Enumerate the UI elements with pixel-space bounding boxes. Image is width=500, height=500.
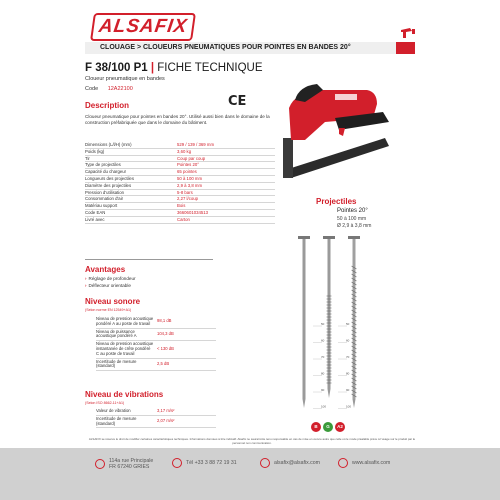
badge: G [323,422,333,432]
projectile-diameter: Ø 2,9 à 3,8 mm [337,223,372,229]
noise-label: Niveau de pression acoustique instantanée de crête pondéré C au poste de travail [96,341,154,356]
spec-label: Code EAN [85,209,106,215]
nails-illustration [286,236,376,416]
spec-row [85,169,275,176]
scale-label: 60 [346,338,350,343]
noise-row [96,359,216,372]
vibration-row [96,416,216,429]
header-accent [396,42,415,54]
spec-value: 2,9 à 3,8 mm [177,182,203,188]
noise-label: Incertitude de mesure (standard) [96,358,137,369]
spec-value: 5-8 bars [177,189,193,195]
scale-label: 90 [321,388,325,392]
logo-text: ALSAFIX [90,13,196,41]
spec-row [85,149,275,156]
scale-label: 100 [321,404,327,409]
footer-address [95,458,153,470]
smooth-nail [298,236,310,408]
advantage-item: › Réglage de profondeur [85,276,136,281]
spec-label: Capacité du chargeur [85,169,127,175]
website-link[interactable]: www.alsafix.com [352,460,391,466]
scale-label: 70 [346,355,350,359]
home-icon [95,459,105,469]
ringed-nail [323,236,335,398]
badge: B [311,422,321,432]
spec-row [85,203,275,210]
projectiles-title: Projectiles [316,197,357,206]
scale-label: 80 [321,371,325,376]
noise-value: 104,3 dB [157,330,174,336]
scale-label: 60 [321,338,325,343]
scale-label: 70 [321,355,325,359]
spec-row [85,196,275,203]
code-label: Code [85,86,99,92]
code-value: 12A22100 [107,86,133,92]
badge: A2 [335,422,345,432]
vibration-table [96,408,216,428]
noise-label: Niveau de puissance acoustique pondéré A [96,328,137,339]
vibration-title: Niveau de vibrations [85,390,164,399]
projectile-name: Pointes 20° [337,208,368,214]
spec-value: Carton [177,216,190,222]
spec-value: Coup par coup [177,155,206,161]
scale-label: 50 [346,322,350,326]
nailer-icon [400,26,416,40]
spec-label: Consommation d'air [85,196,124,202]
spec-label: Longueurs des projectiles [85,175,134,181]
page-title [85,62,263,74]
disclaimer: ALSAFIX se réserve le droit de modifier certaines caractéristiques techniques. Informations données à titre indicatif. Alsafix ne saurait être tenu responsable en cas de mise en œuvre autre que celle où le mode préalable prévu à l'usage sur le produit par le personnel non communication. [88,437,416,445]
spec-row [85,190,275,197]
noise-title: Niveau sonore [85,297,141,306]
spec-value: 2,27 l/coup [177,196,199,202]
advantage-item: › Déflecteur orientable [85,283,131,288]
ce-mark: CE [228,94,247,109]
globe-icon [338,458,348,468]
spec-label: Poids (kg) [85,148,105,154]
spec-row [85,217,275,224]
noise-row [96,341,216,358]
footer [0,448,500,500]
email-link[interactable]: alsafix@alsafix.com [274,460,320,466]
spec-value: Pointes 20° [177,162,200,168]
projectile-length: 50 à 100 mm [337,216,367,222]
spec-row [85,156,275,163]
description-title: Description [85,101,130,110]
spec-row [85,210,275,217]
spec-value: 65 pointes [177,169,197,175]
footer-phone [172,458,237,468]
mail-icon [260,458,270,468]
specs-table [85,142,275,224]
vibration-label: Incertitude de mesure (standard) [96,415,137,426]
noise-value: < 130 dB [157,345,174,351]
badges [311,422,345,432]
vibration-norm: (Selon ISO 8662-11+A1) [85,401,125,405]
footer-website[interactable] [338,458,390,468]
noise-row [96,316,216,329]
alsafix-logo [92,13,188,37]
noise-value: 98,1 dB [157,318,172,324]
spec-label: Tir [85,155,90,161]
spec-label: Livré avec [85,216,105,222]
spec-row [85,162,275,169]
spec-value: 50 à 100 mm [177,175,203,181]
noise-value: 2,5 dB [157,360,170,366]
model-name: F 38/100 P1 [85,62,148,74]
noise-row [96,329,216,342]
scale-label: 100 [346,404,352,409]
address-line1: 114a rue Principale [109,458,154,464]
spec-value: Bois [177,203,186,209]
scale-label: 80 [346,371,350,376]
noise-table [96,316,216,371]
chevron-right-icon: › [85,276,87,281]
breadcrumb: CLOUAGE > CLOUEURS PNEUMATIQUES POUR POINTES EN BANDES 20° [100,44,351,51]
twisted-nail [348,236,360,408]
scale-label: 90 [346,388,350,392]
scale-label: 50 [321,322,325,326]
vibration-value: 3,17 m/s² [157,408,175,413]
section-divider [85,259,213,260]
spec-value: 3660601034513 [177,209,209,215]
advantages-title: Avantages [85,265,126,274]
spec-label: Matériau support [85,203,118,209]
vibration-row [96,408,216,416]
spec-value: 529 / 139 / 369 mm [177,142,215,147]
spec-label: Pression d'utilisation [85,189,125,195]
spec-label: Type de projectiles [85,162,121,168]
description-text: Cloueur pneumatique pour pointes en bandes 20°. Utilisé aussi bien dans le domaine de la construction préfabriquée que dans le domaine du bâtiment. [85,114,270,125]
sheet-label: FICHE TECHNIQUE [157,62,263,74]
chevron-right-icon: › [85,283,87,288]
phone-number: Tél +33 3 88 72 19 31 [186,460,237,466]
spec-label: Dimensions (L/l/H) (mm) [85,142,132,147]
address-line2: FR 67240 GRIES [109,464,150,470]
phone-icon [172,458,182,468]
spec-row [85,183,275,190]
vibration-label: Valeur de vibration [96,408,131,413]
footer-email[interactable] [260,458,320,468]
product-subtitle: Cloueur pneumatique en bandes [85,76,165,82]
noise-norm: (Selon norme EN 12549+A1) [85,308,132,312]
spec-value: 3,60 kg [177,148,192,154]
nailer-image [265,78,405,188]
noise-label: Niveau de pression acoustique pondéré A au poste de travail [96,316,154,326]
spec-row [85,176,275,183]
spec-label: Diamètre des projectiles [85,182,132,188]
vibration-value: 2,07 m/s² [157,418,175,424]
product-code [85,86,133,92]
title-separator: | [150,62,155,74]
spec-row [85,142,275,149]
